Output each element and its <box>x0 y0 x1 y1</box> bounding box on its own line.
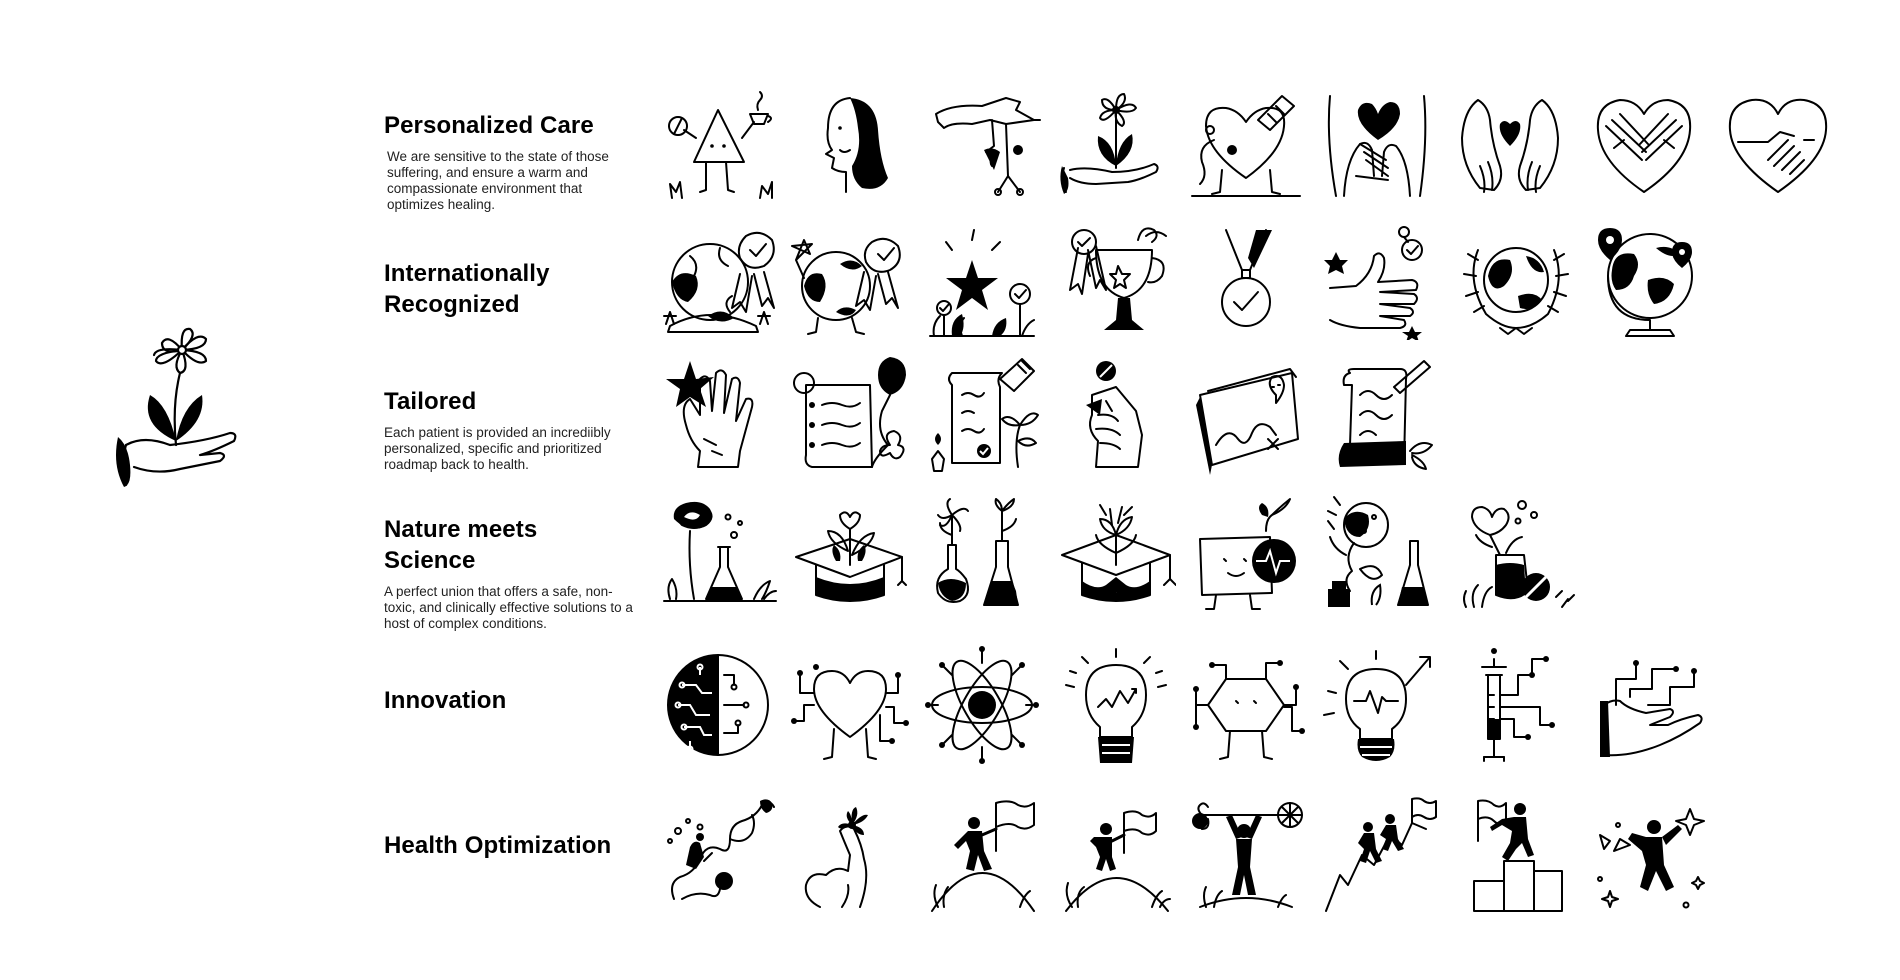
section-title: Nature meets Science <box>384 516 538 574</box>
section-personalized-care <box>384 110 634 213</box>
hands-cradling-heart-icon <box>1450 80 1570 200</box>
hand-holding-pendulum-icon <box>922 80 1042 200</box>
heart-with-circuits-icon <box>790 645 910 765</box>
globe-character-with-award-icon <box>790 220 910 340</box>
globe-plant-and-flask-icon <box>1320 495 1440 615</box>
section-description: We are sensitive to the state of those suffering, and ensure a warm and compassionate environment that optimizes healing. <box>387 149 609 212</box>
thumbs-up-with-stars-icon <box>1320 220 1440 340</box>
syringe-with-circuits-icon <box>1456 645 1576 765</box>
person-with-flag-on-hill-icon <box>922 795 1042 915</box>
globe-with-location-pins-icon <box>1590 220 1710 340</box>
section-title: Health Optimization <box>384 832 612 859</box>
section-title: Tailored <box>384 388 477 415</box>
hand-writing-scroll-icon <box>1320 355 1440 475</box>
light-bulb-with-heartbeat-icon <box>1320 645 1440 765</box>
section-tailored <box>384 386 634 473</box>
hand-holding-flower-hero-icon <box>110 325 250 505</box>
handshake-heart-icon <box>1718 80 1838 200</box>
treasure-map-icon <box>1186 355 1306 475</box>
flexed-arm-with-flower-icon <box>790 795 910 915</box>
flasks-with-flowers-icon <box>922 495 1042 615</box>
heart-shaped-hands-icon <box>1584 80 1704 200</box>
globe-with-laurel-wreath-icon <box>1456 220 1576 340</box>
hexagon-robot-icon <box>1186 645 1306 765</box>
graduation-cap-plant-icon <box>790 495 910 615</box>
person-on-podium-icon <box>1456 795 1576 915</box>
person-lifting-weights-icon <box>1186 795 1306 915</box>
hand-holding-flower-icon <box>1056 80 1176 200</box>
trophy-with-ribbon-icon <box>1056 220 1176 340</box>
section-nature-meets-science <box>384 514 634 632</box>
section-title: Internationally Recognized <box>384 260 550 318</box>
globe-with-award-ribbon-icon <box>660 220 780 340</box>
atom-icon <box>922 645 1042 765</box>
heart-vase-with-pills-icon <box>1456 495 1576 615</box>
section-internationally-recognized <box>384 258 634 320</box>
cell-and-flask-icon <box>660 495 780 615</box>
people-climbing-to-flag-icon <box>1320 795 1440 915</box>
heart-with-bandage-icon <box>1186 80 1306 200</box>
triangle-character-with-cup-icon <box>660 80 780 200</box>
hand-with-star-icon <box>660 355 780 475</box>
climbing-stethoscope-icon <box>660 795 780 915</box>
section-description: Each patient is provided an incrediibly personalized, specific and prioritized roadmap back to health. <box>384 425 611 472</box>
star-with-check-badges-icon <box>922 220 1042 340</box>
hand-holding-pill-icon <box>1056 355 1176 475</box>
person-celebrating-icon <box>1590 795 1710 915</box>
monitor-with-heartbeat-apple-icon <box>1186 495 1306 615</box>
section-description: A perfect union that offers a safe, non-toxic, and clinically effective solutions to a host of complex conditions. <box>384 584 633 631</box>
scroll-with-plant-icon <box>922 355 1042 475</box>
section-title: Personalized Care <box>384 112 594 139</box>
circuit-brain-circle-icon <box>660 645 780 765</box>
woman-profile-icon <box>790 80 910 200</box>
light-bulb-with-chart-icon <box>1056 645 1176 765</box>
person-on-hill-with-flag-icon <box>1056 795 1176 915</box>
hand-with-circuits-icon <box>1590 645 1710 765</box>
section-innovation <box>384 685 634 716</box>
checklist-with-balloon-icon <box>790 355 910 475</box>
medal-with-check-icon <box>1186 220 1306 340</box>
section-health-optimization <box>384 830 634 861</box>
graduation-cap-sprout-icon <box>1056 495 1176 615</box>
hands-holding-heart-icon <box>1316 80 1436 200</box>
section-title: Innovation <box>384 687 507 714</box>
